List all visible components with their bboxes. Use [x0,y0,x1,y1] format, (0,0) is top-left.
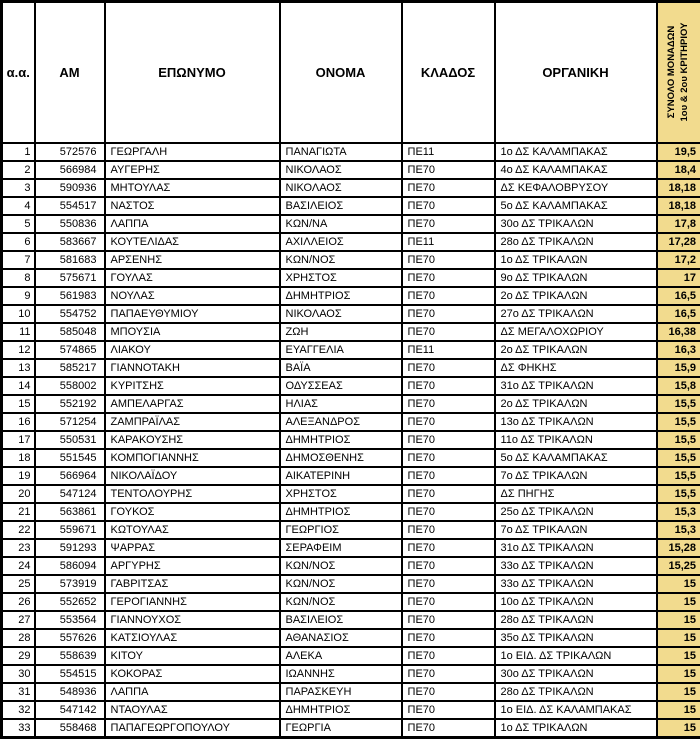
column-header-surname: ΕΠΩΝΥΜΟ [105,2,280,143]
cell-onoma: ΚΩΝ/ΝΟΣ [280,557,402,575]
table-row [2,413,700,431]
cell-total: 15 [657,719,700,738]
cell-am: 585217 [35,359,105,377]
cell-organiki: 28ο ΔΣ ΤΡΙΚΑΛΩΝ [495,683,657,701]
cell-eponymo: ΨΑΡΡΑΣ [105,539,280,557]
cell-total: 15 [657,683,700,701]
table-row [2,719,700,738]
cell-am: 583667 [35,233,105,251]
cell-am: 585048 [35,323,105,341]
cell-aa: 24 [2,557,35,575]
cell-aa: 23 [2,539,35,557]
cell-onoma: ΠΑΝΑΓΙΩΤΑ [280,143,402,161]
cell-organiki: 7ο ΔΣ ΤΡΙΚΑΛΩΝ [495,521,657,539]
cell-am: 554517 [35,197,105,215]
rotated-header-text [666,2,692,143]
cell-aa: 21 [2,503,35,521]
cell-eponymo: ΚΑΡΑΚΟΥΣΗΣ [105,431,280,449]
cell-total: 15,5 [657,431,700,449]
cell-am: 575671 [35,269,105,287]
cell-organiki: 2ο ΔΣ ΤΡΙΚΑΛΩΝ [495,287,657,305]
cell-aa: 7 [2,251,35,269]
table-row [2,485,700,503]
cell-aa: 9 [2,287,35,305]
cell-am: 552652 [35,593,105,611]
cell-total: 16,5 [657,305,700,323]
cell-total: 15 [657,575,700,593]
cell-onoma: ΔΗΜΗΤΡΙΟΣ [280,431,402,449]
cell-am: 550836 [35,215,105,233]
cell-am: 559671 [35,521,105,539]
cell-klados: ΠΕ70 [402,521,495,539]
cell-total: 15,25 [657,557,700,575]
table-row [2,377,700,395]
cell-eponymo: ΚΑΤΣΙΟΥΛΑΣ [105,629,280,647]
cell-klados: ΠΕ70 [402,629,495,647]
cell-eponymo: ΓΟΥΚΟΣ [105,503,280,521]
table-body [2,143,700,738]
table-row [2,503,700,521]
cell-eponymo: ΚΟΜΠΟΓΙΑΝΝΗΣ [105,449,280,467]
table-row [2,539,700,557]
cell-organiki: 28ο ΔΣ ΤΡΙΚΑΛΩΝ [495,233,657,251]
cell-klados: ΠΕ70 [402,701,495,719]
cell-organiki: 1ο ΔΣ ΤΡΙΚΑΛΩΝ [495,719,657,738]
cell-organiki: ΔΣ ΜΕΓΑΛΟΧΩΡΙΟΥ [495,323,657,341]
cell-am: 558002 [35,377,105,395]
cell-eponymo: ΓΕΡΟΓΙΑΝΝΗΣ [105,593,280,611]
cell-am: 581683 [35,251,105,269]
cell-klados: ΠΕ70 [402,683,495,701]
cell-eponymo: ΝΑΣΤΟΣ [105,197,280,215]
cell-aa: 22 [2,521,35,539]
cell-am: 554515 [35,665,105,683]
cell-am: 573919 [35,575,105,593]
cell-organiki: 2ο ΔΣ ΤΡΙΚΑΛΩΝ [495,395,657,413]
table-row [2,395,700,413]
cell-onoma: ΝΙΚΟΛΑΟΣ [280,179,402,197]
cell-klados: ΠΕ70 [402,179,495,197]
cell-organiki: 35ο ΔΣ ΤΡΙΚΑΛΩΝ [495,629,657,647]
cell-onoma: ΝΙΚΟΛΑΟΣ [280,161,402,179]
cell-total: 17 [657,269,700,287]
cell-total: 15,5 [657,485,700,503]
table-row [2,467,700,485]
cell-am: 554752 [35,305,105,323]
cell-eponymo: ΠΑΠΑΕΥΘΥΜΙΟΥ [105,305,280,323]
cell-eponymo: ΝΤΑΟΥΛΑΣ [105,701,280,719]
cell-onoma: ΒΑΪΑ [280,359,402,377]
cell-aa: 30 [2,665,35,683]
cell-onoma: ΑΘΑΝΑΣΙΟΣ [280,629,402,647]
cell-eponymo: ΛΑΠΠΑ [105,215,280,233]
cell-total: 19,5 [657,143,700,161]
cell-klados: ΠΕ11 [402,143,495,161]
cell-aa: 4 [2,197,35,215]
column-header-am: ΑΜ [35,2,105,143]
cell-eponymo: ΝΙΚΟΛΑΪΔΟΥ [105,467,280,485]
cell-onoma: ΔΗΜΗΤΡΙΟΣ [280,701,402,719]
cell-eponymo: ΑΥΓΕΡΗΣ [105,161,280,179]
cell-aa: 31 [2,683,35,701]
table-row [2,647,700,665]
cell-onoma: ΚΩΝ/ΝΟΣ [280,575,402,593]
cell-organiki: ΔΣ ΚΕΦΑΛΟΒΡΥΣΟΥ [495,179,657,197]
column-header-name: ΟΝΟΜΑ [280,2,402,143]
cell-klados: ΠΕ70 [402,431,495,449]
table-row [2,575,700,593]
cell-aa: 2 [2,161,35,179]
cell-organiki: 13ο ΔΣ ΤΡΙΚΑΛΩΝ [495,413,657,431]
table-row [2,233,700,251]
cell-total: 15 [657,647,700,665]
cell-aa: 25 [2,575,35,593]
cell-total: 15,5 [657,449,700,467]
cell-onoma: ΑΙΚΑΤΕΡΙΝΗ [280,467,402,485]
cell-am: 566964 [35,467,105,485]
cell-aa: 26 [2,593,35,611]
cell-total: 15,8 [657,377,700,395]
cell-eponymo: ΝΟΥΛΑΣ [105,287,280,305]
cell-total: 15 [657,665,700,683]
cell-organiki: 27ο ΔΣ ΤΡΙΚΑΛΩΝ [495,305,657,323]
cell-eponymo: ΓΙΑΝΝΟΥΧΟΣ [105,611,280,629]
cell-total: 18,18 [657,197,700,215]
cell-am: 574865 [35,341,105,359]
cell-total: 18,18 [657,179,700,197]
table-row [2,161,700,179]
cell-aa: 6 [2,233,35,251]
cell-aa: 28 [2,629,35,647]
cell-eponymo: ΛΙΑΚΟΥ [105,341,280,359]
cell-organiki: 10ο ΔΣ ΤΡΙΚΑΛΩΝ [495,593,657,611]
cell-onoma: ΝΙΚΟΛΑΟΣ [280,305,402,323]
column-header-total-units [657,2,700,143]
cell-onoma: ΑΛΕΚΑ [280,647,402,665]
cell-klados: ΠΕ70 [402,557,495,575]
cell-klados: ΠΕ70 [402,647,495,665]
cell-onoma: ΔΗΜΟΣΘΕΝΗΣ [280,449,402,467]
cell-eponymo: ΜΠΟΥΣΙΑ [105,323,280,341]
cell-organiki: 5ο ΔΣ ΚΑΛΑΜΠΑΚΑΣ [495,197,657,215]
cell-klados: ΠΕ11 [402,233,495,251]
column-header-organiki: ΟΡΓΑΝΙΚΗ [495,2,657,143]
cell-am: 566984 [35,161,105,179]
cell-klados: ΠΕ70 [402,467,495,485]
cell-organiki: 33ο ΔΣ ΤΡΙΚΑΛΩΝ [495,557,657,575]
cell-onoma: ΔΗΜΗΤΡΙΟΣ [280,503,402,521]
cell-eponymo: ΓΙΑΝΝΟΤΑΚΗ [105,359,280,377]
cell-klados: ΠΕ70 [402,485,495,503]
cell-onoma: ΗΛΙΑΣ [280,395,402,413]
cell-klados: ΠΕ70 [402,593,495,611]
cell-organiki: 30ο ΔΣ ΤΡΙΚΑΛΩΝ [495,215,657,233]
table-row [2,341,700,359]
cell-aa: 8 [2,269,35,287]
cell-eponymo: ΑΡΣΕΝΗΣ [105,251,280,269]
cell-eponymo: ΚΩΤΟΥΛΑΣ [105,521,280,539]
cell-organiki: 7ο ΔΣ ΤΡΙΚΑΛΩΝ [495,467,657,485]
total-header-line2: 1ου & 2ου ΚΡΙΤΗΡΙΟΥ [678,22,690,122]
cell-klados: ΠΕ70 [402,161,495,179]
cell-organiki: 2ο ΔΣ ΤΡΙΚΑΛΩΝ [495,341,657,359]
cell-klados: ΠΕ70 [402,413,495,431]
cell-organiki: 25ο ΔΣ ΤΡΙΚΑΛΩΝ [495,503,657,521]
cell-total: 15,5 [657,413,700,431]
cell-klados: ΠΕ70 [402,323,495,341]
cell-organiki: 11ο ΔΣ ΤΡΙΚΑΛΩΝ [495,431,657,449]
cell-aa: 17 [2,431,35,449]
cell-organiki: 1ο ΔΣ ΤΡΙΚΑΛΩΝ [495,251,657,269]
cell-onoma: ΙΩΑΝΝΗΣ [280,665,402,683]
table-row [2,179,700,197]
cell-total: 15 [657,593,700,611]
cell-aa: 20 [2,485,35,503]
cell-am: 586094 [35,557,105,575]
cell-onoma: ΑΛΕΞΑΝΔΡΟΣ [280,413,402,431]
cell-onoma: ΣΕΡΑΦΕΙΜ [280,539,402,557]
cell-onoma: ΓΕΩΡΓΙΑ [280,719,402,738]
table-row [2,611,700,629]
cell-aa: 13 [2,359,35,377]
cell-am: 558468 [35,719,105,738]
cell-am: 547124 [35,485,105,503]
table-row [2,683,700,701]
cell-am: 547142 [35,701,105,719]
table-row [2,197,700,215]
cell-total: 17,8 [657,215,700,233]
cell-aa: 1 [2,143,35,161]
table-row [2,449,700,467]
cell-onoma: ΑΧΙΛΛΕΙΟΣ [280,233,402,251]
cell-klados: ΠΕ70 [402,665,495,683]
cell-am: 557626 [35,629,105,647]
cell-aa: 33 [2,719,35,738]
cell-aa: 29 [2,647,35,665]
cell-onoma: ΚΩΝ/ΝΟΣ [280,251,402,269]
cell-onoma: ΕΥΑΓΓΕΛΙΑ [280,341,402,359]
table-row [2,287,700,305]
cell-onoma: ΒΑΣΙΛΕΙΟΣ [280,197,402,215]
cell-organiki: ΔΣ ΠΗΓΗΣ [495,485,657,503]
table-row [2,665,700,683]
cell-organiki: 31ο ΔΣ ΤΡΙΚΑΛΩΝ [495,377,657,395]
cell-eponymo: ΓΟΥΛΑΣ [105,269,280,287]
cell-eponymo: ΚΥΡΙΤΣΗΣ [105,377,280,395]
cell-organiki: 30ο ΔΣ ΤΡΙΚΑΛΩΝ [495,665,657,683]
cell-aa: 10 [2,305,35,323]
cell-total: 15 [657,701,700,719]
cell-eponymo: ΚΟΥΤΕΛΙΔΑΣ [105,233,280,251]
cell-am: 553564 [35,611,105,629]
table-row [2,593,700,611]
cell-onoma: ΓΕΩΡΓΙΟΣ [280,521,402,539]
cell-total: 16,5 [657,287,700,305]
cell-eponymo: ΓΑΒΡΙΤΣΑΣ [105,575,280,593]
cell-eponymo: ΑΡΓΥΡΗΣ [105,557,280,575]
table-row [2,359,700,377]
cell-klados: ΠΕ70 [402,359,495,377]
cell-aa: 15 [2,395,35,413]
table-row [2,431,700,449]
cell-klados: ΠΕ70 [402,215,495,233]
header-row [2,2,700,143]
cell-aa: 3 [2,179,35,197]
cell-onoma: ΒΑΣΙΛΕΙΟΣ [280,611,402,629]
table-row [2,323,700,341]
cell-eponymo: ΛΑΠΠΑ [105,683,280,701]
cell-eponymo: ΚΙΤΟΥ [105,647,280,665]
cell-aa: 19 [2,467,35,485]
cell-klados: ΠΕ70 [402,503,495,521]
table-row [2,143,700,161]
cell-organiki: 4ο ΔΣ ΚΑΛΑΜΠΑΚΑΣ [495,161,657,179]
cell-total: 15,5 [657,467,700,485]
cell-klados: ΠΕ70 [402,719,495,738]
cell-aa: 14 [2,377,35,395]
cell-klados: ΠΕ70 [402,449,495,467]
table-row [2,269,700,287]
table-row [2,629,700,647]
cell-organiki: 28ο ΔΣ ΤΡΙΚΑΛΩΝ [495,611,657,629]
cell-klados: ΠΕ70 [402,377,495,395]
cell-organiki: 1ο ΔΣ ΚΑΛΑΜΠΑΚΑΣ [495,143,657,161]
cell-am: 548936 [35,683,105,701]
cell-am: 561983 [35,287,105,305]
cell-am: 558639 [35,647,105,665]
table-row [2,215,700,233]
cell-am: 563861 [35,503,105,521]
table-row [2,701,700,719]
cell-total: 15 [657,629,700,647]
table-row [2,521,700,539]
cell-organiki: 1ο ΕΙΔ. ΔΣ ΤΡΙΚΑΛΩΝ [495,647,657,665]
column-header-branch: ΚΛΑΔΟΣ [402,2,495,143]
cell-eponymo: ΓΕΩΡΓΑΛΗ [105,143,280,161]
cell-am: 552192 [35,395,105,413]
cell-total: 17,2 [657,251,700,269]
cell-eponymo: ΜΗΤΟΥΛΑΣ [105,179,280,197]
cell-onoma: ΖΩΗ [280,323,402,341]
cell-klados: ΠΕ70 [402,197,495,215]
table-row [2,557,700,575]
cell-klados: ΠΕ70 [402,269,495,287]
cell-organiki: ΔΣ ΦΗΚΗΣ [495,359,657,377]
cell-klados: ΠΕ70 [402,539,495,557]
cell-aa: 18 [2,449,35,467]
cell-organiki: 5ο ΔΣ ΚΑΛΑΜΠΑΚΑΣ [495,449,657,467]
cell-aa: 12 [2,341,35,359]
cell-total: 15,3 [657,521,700,539]
cell-total: 15 [657,611,700,629]
cell-onoma: ΟΔΥΣΣΕΑΣ [280,377,402,395]
cell-total: 15,3 [657,503,700,521]
cell-onoma: ΧΡΗΣΤΟΣ [280,269,402,287]
cell-onoma: ΚΩΝ/ΝΑ [280,215,402,233]
table-row [2,305,700,323]
cell-klados: ΠΕ70 [402,305,495,323]
cell-aa: 16 [2,413,35,431]
cell-organiki: 1ο ΕΙΔ. ΔΣ ΚΑΛΑΜΠΑΚΑΣ [495,701,657,719]
table-row [2,251,700,269]
cell-klados: ΠΕ70 [402,611,495,629]
cell-am: 550531 [35,431,105,449]
cell-onoma: ΧΡΗΣΤΟΣ [280,485,402,503]
cell-klados: ΠΕ70 [402,575,495,593]
cell-organiki: 9ο ΔΣ ΤΡΙΚΑΛΩΝ [495,269,657,287]
cell-total: 15,9 [657,359,700,377]
cell-klados: ΠΕ70 [402,287,495,305]
cell-total: 15,5 [657,395,700,413]
cell-am: 571254 [35,413,105,431]
cell-klados: ΠΕ70 [402,251,495,269]
cell-eponymo: ΠΑΠΑΓΕΩΡΓΟΠΟΥΛΟΥ [105,719,280,738]
cell-aa: 27 [2,611,35,629]
cell-aa: 5 [2,215,35,233]
cell-eponymo: ΖΑΜΠΡΑΪΛΑΣ [105,413,280,431]
column-header-serial: α.α. [2,2,35,143]
cell-aa: 32 [2,701,35,719]
cell-eponymo: ΑΜΠΕΛΑΡΓΑΣ [105,395,280,413]
cell-total: 16,38 [657,323,700,341]
cell-total: 16,3 [657,341,700,359]
cell-eponymo: ΚΟΚΟΡΑΣ [105,665,280,683]
cell-onoma: ΠΑΡΑΣΚΕΥΗ [280,683,402,701]
cell-total: 18,4 [657,161,700,179]
cell-onoma: ΔΗΜΗΤΡΙΟΣ [280,287,402,305]
total-header-line1: ΣΥΝΟΛΟ ΜΟΝΑΔΩΝ [665,26,677,119]
cell-aa: 11 [2,323,35,341]
cell-total: 17,28 [657,233,700,251]
cell-am: 551545 [35,449,105,467]
cell-organiki: 33ο ΔΣ ΤΡΙΚΑΛΩΝ [495,575,657,593]
cell-am: 591293 [35,539,105,557]
cell-am: 590936 [35,179,105,197]
cell-organiki: 31ο ΔΣ ΤΡΙΚΑΛΩΝ [495,539,657,557]
cell-am: 572576 [35,143,105,161]
cell-onoma: ΚΩΝ/ΝΟΣ [280,593,402,611]
cell-klados: ΠΕ11 [402,341,495,359]
cell-eponymo: ΤΕΝΤΟΛΟΥΡΗΣ [105,485,280,503]
cell-klados: ΠΕ70 [402,395,495,413]
cell-total: 15,28 [657,539,700,557]
